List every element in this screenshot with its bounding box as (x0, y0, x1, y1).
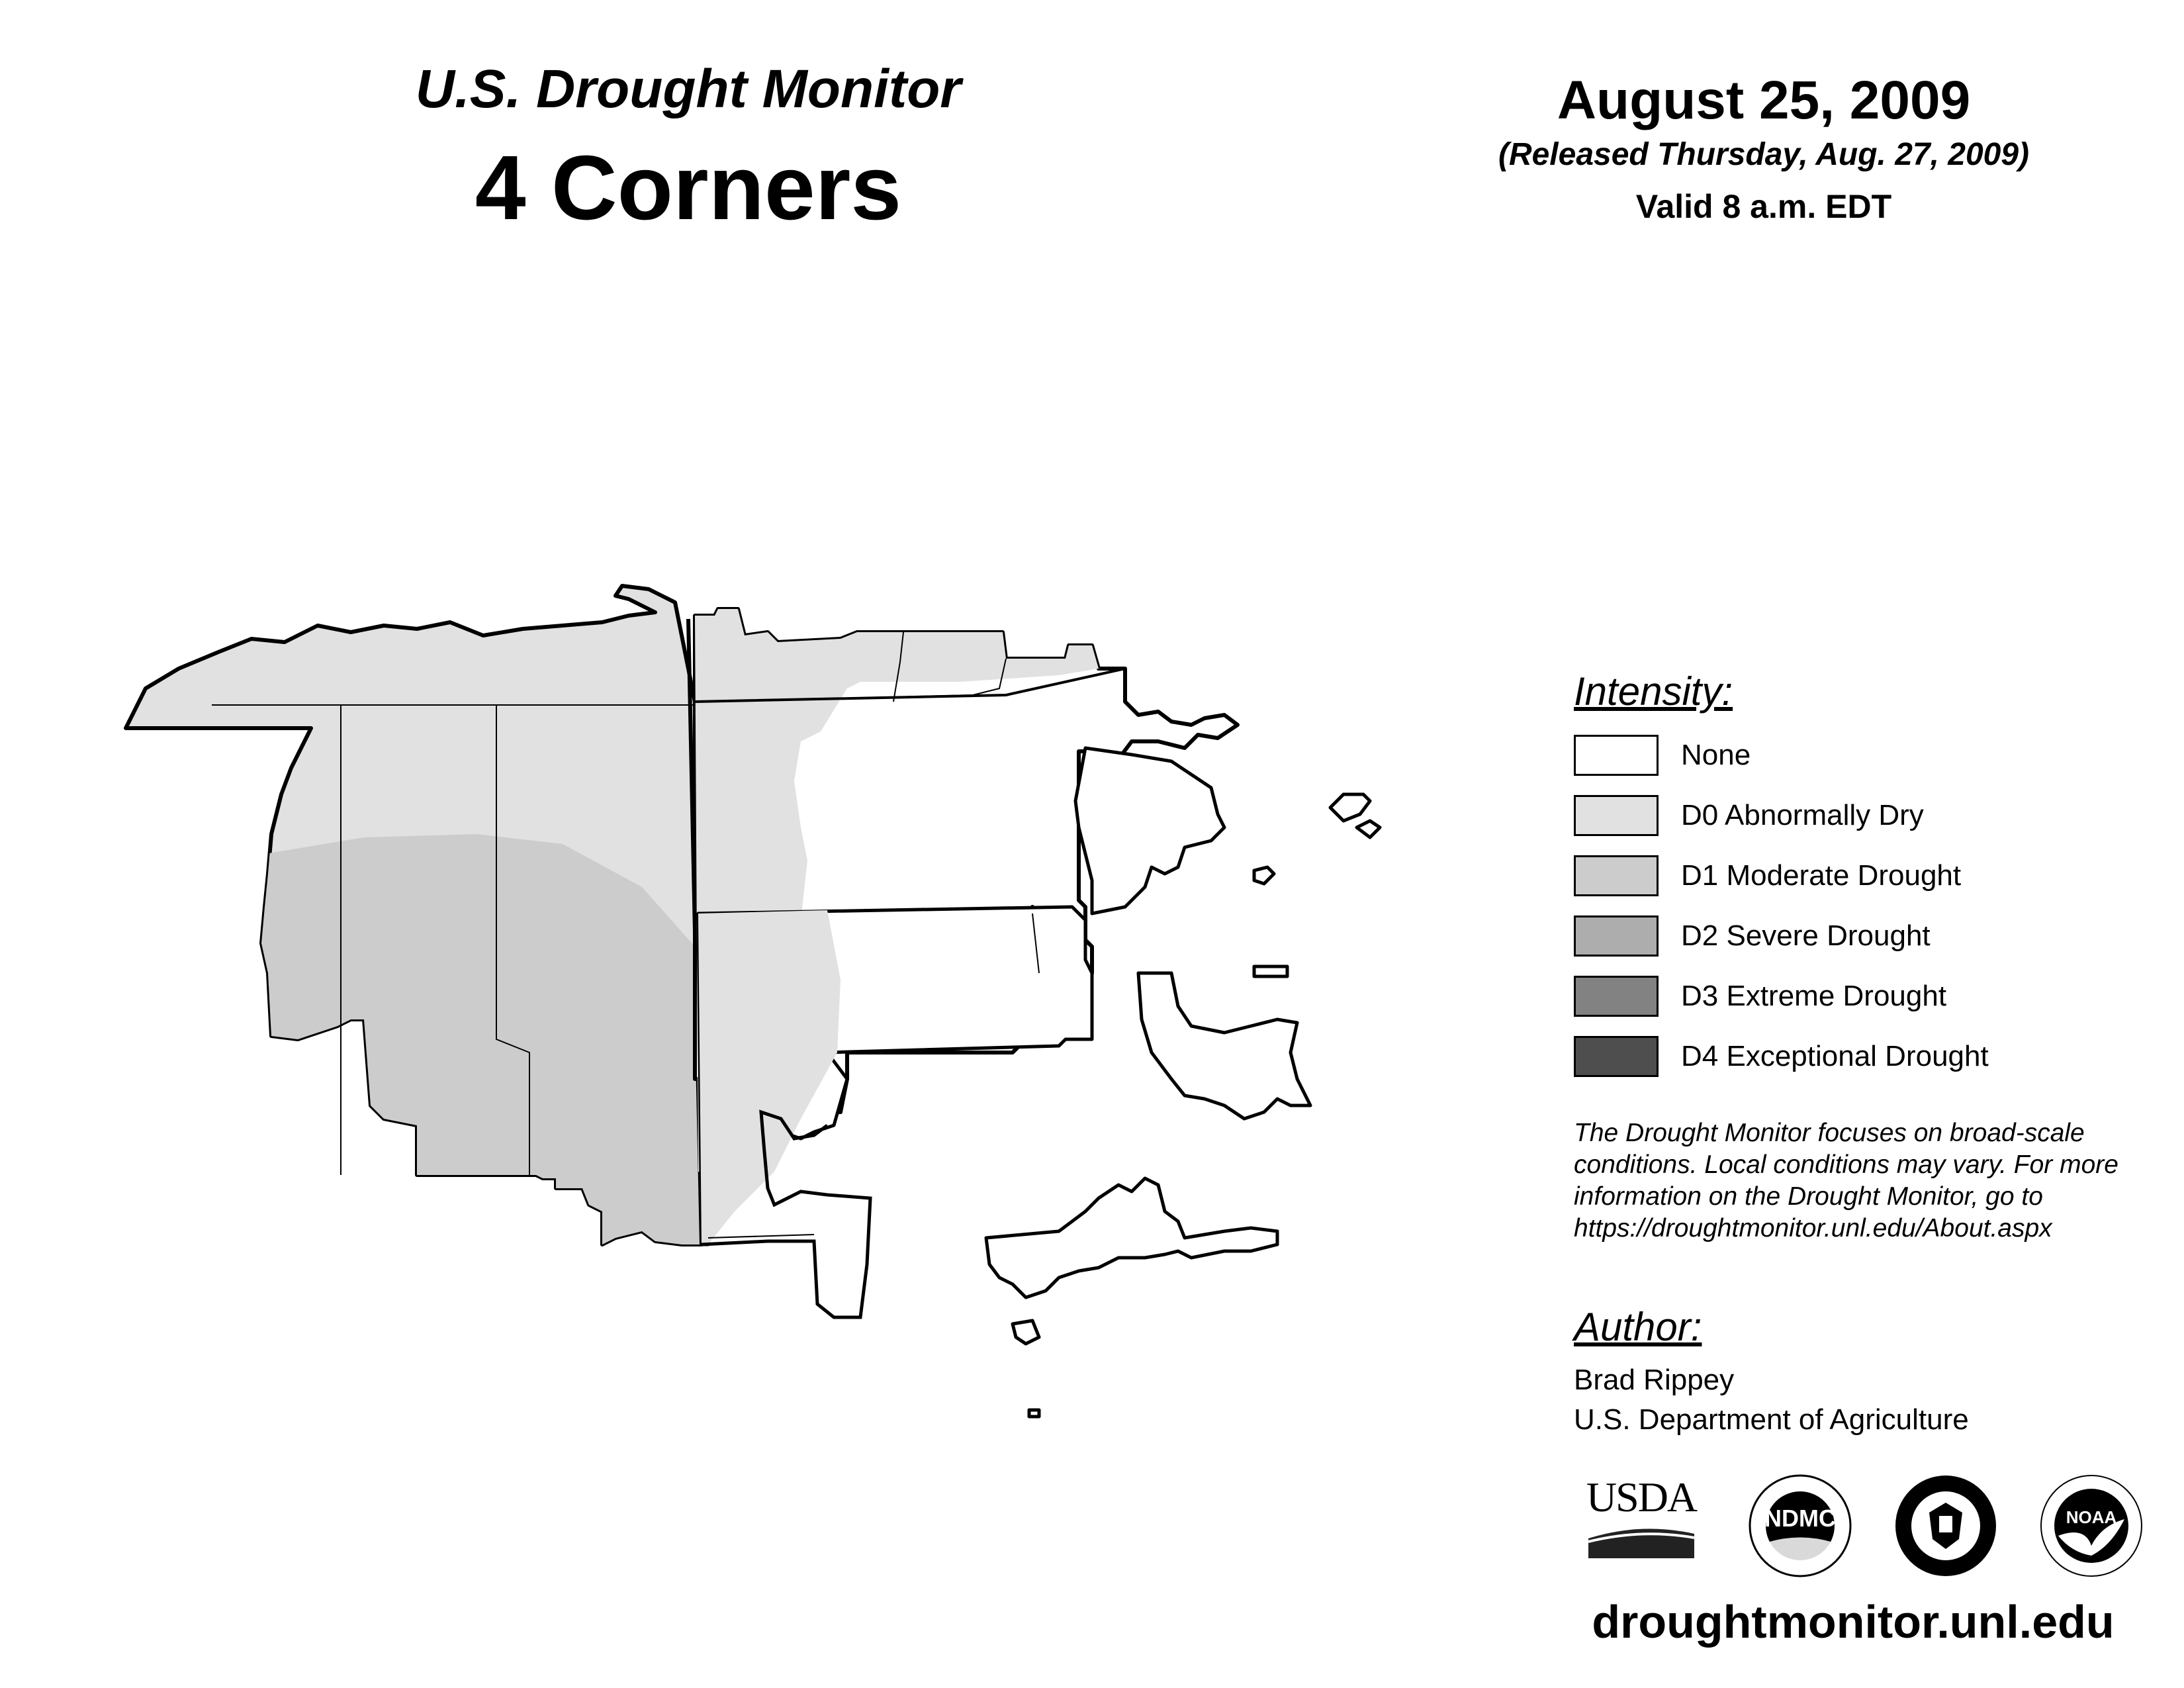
legend-label: D1 Moderate Drought (1681, 859, 1962, 892)
map-title: 4 Corners (475, 137, 902, 239)
east-region-central (1138, 973, 1310, 1119)
legend-swatch (1574, 1036, 1659, 1077)
usda-logo (1585, 1473, 1698, 1552)
east-island-5 (1013, 1321, 1039, 1344)
map-subtitle: U.S. Drought Monitor (415, 59, 962, 119)
legend-swatch (1574, 735, 1659, 776)
east-island-3 (1254, 867, 1274, 884)
author-title: Author: (1574, 1305, 1702, 1349)
noaa-logo (2038, 1473, 2144, 1579)
legend-swatch (1574, 976, 1659, 1017)
east-island-2 (1357, 821, 1380, 837)
drought-map (99, 576, 1476, 1423)
east-region-north (1075, 748, 1224, 914)
legend-title: Intensity: (1574, 669, 1733, 714)
east-region-south (986, 1178, 1277, 1297)
legend-label: D0 Abnormally Dry (1681, 799, 1924, 831)
valid-time: Valid 8 a.m. EDT (1635, 188, 1892, 225)
east-island-1 (1330, 794, 1370, 821)
department-of-commerce-seal-icon (1893, 1473, 1999, 1579)
legend-label: D4 Exceptional Drought (1681, 1040, 1989, 1072)
legend-swatch (1574, 855, 1659, 896)
d1-drought-area (99, 834, 728, 1244)
disclaimer-text: The Drought Monitor focuses on broad-scale conditions. Local conditions may vary. For more information on the Drought Monitor, go to https://droughtmonitor.unl.edu/About.aspx (1574, 1119, 2118, 1243)
western-states (99, 586, 728, 1244)
author-organization: U.S. Department of Agriculture (1574, 1403, 1969, 1436)
ndmc-logo-text: NDMC (1764, 1505, 1836, 1532)
east-island-6 (1029, 1410, 1039, 1417)
website-url[interactable]: droughtmonitor.unl.edu (1592, 1596, 2115, 1648)
release-date: (Released Thursday, Aug. 27, 2009) (1498, 137, 2030, 172)
commerce-logo (1893, 1473, 1999, 1579)
usda-wave-icon (1585, 1522, 1698, 1562)
ndmc-logo (1747, 1473, 1853, 1579)
noaa-logo-text: NOAA (2066, 1507, 2117, 1527)
author-name: Brad Rippey (1574, 1364, 1735, 1396)
east-island-4 (1254, 966, 1287, 976)
usda-logo-text: USDA (1586, 1474, 1697, 1521)
map-date: August 25, 2009 (1557, 70, 1971, 130)
legend-label: None (1681, 739, 1751, 771)
legend-label: D2 Severe Drought (1681, 919, 1931, 952)
legend-swatch (1574, 915, 1659, 957)
legend-label: D3 Extreme Drought (1681, 980, 1947, 1012)
legend-swatch (1574, 795, 1659, 836)
